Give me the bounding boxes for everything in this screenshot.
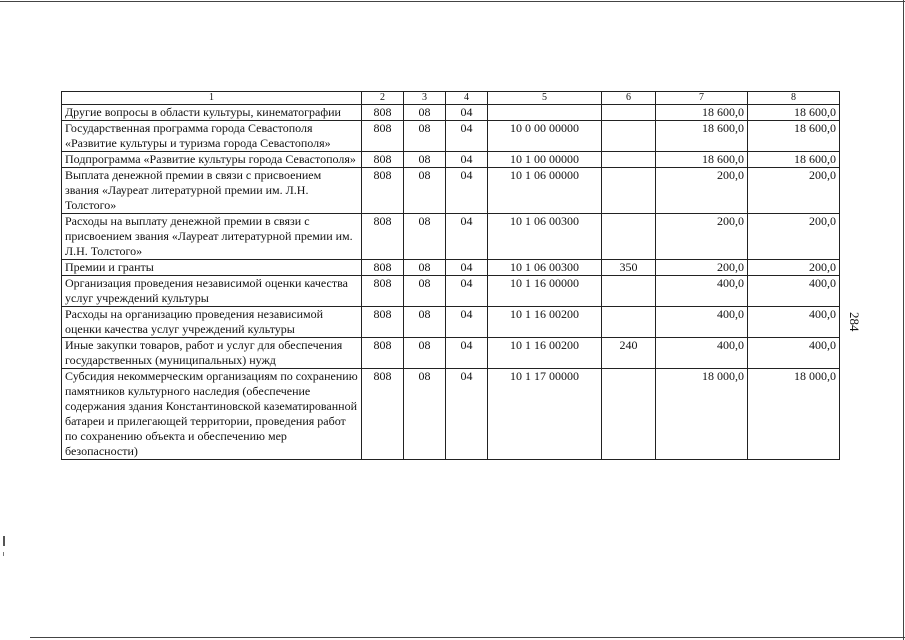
target-article-cell: 10 1 06 00000 xyxy=(488,168,602,214)
subsection-code-cell: 04 xyxy=(446,260,488,276)
amount-year1-cell: 18 000,0 xyxy=(656,369,748,460)
amount-year2-cell: 400,0 xyxy=(748,276,840,307)
chapter-code-cell: 808 xyxy=(362,276,404,307)
subsection-code-cell: 04 xyxy=(446,369,488,460)
header-cell: 2 xyxy=(362,92,404,105)
target-article-cell: 10 1 16 00200 xyxy=(488,307,602,338)
amount-year2-cell: 400,0 xyxy=(748,307,840,338)
header-cell: 3 xyxy=(404,92,446,105)
subsection-code-cell: 04 xyxy=(446,105,488,121)
expense-type-cell xyxy=(602,121,656,152)
page-border-bottom xyxy=(30,637,905,638)
chapter-code-cell: 808 xyxy=(362,260,404,276)
amount-year1-cell: 18 600,0 xyxy=(656,121,748,152)
chapter-code-cell: 808 xyxy=(362,105,404,121)
section-code-cell: 08 xyxy=(404,260,446,276)
expense-type-cell xyxy=(602,152,656,168)
page-border-right xyxy=(903,0,904,640)
expense-type-cell xyxy=(602,168,656,214)
section-code-cell: 08 xyxy=(404,152,446,168)
section-code-cell: 08 xyxy=(404,276,446,307)
header-cell: 4 xyxy=(446,92,488,105)
section-code-cell: 08 xyxy=(404,369,446,460)
expense-type-cell: 350 xyxy=(602,260,656,276)
chapter-code-cell: 808 xyxy=(362,214,404,260)
target-article-cell xyxy=(488,105,602,121)
amount-year2-cell: 200,0 xyxy=(748,214,840,260)
table-row xyxy=(62,307,840,338)
table-row xyxy=(62,168,840,214)
table-header-row xyxy=(62,92,840,105)
expense-type-cell xyxy=(602,214,656,260)
amount-year1-cell: 400,0 xyxy=(656,338,748,369)
section-code-cell: 08 xyxy=(404,105,446,121)
amount-year1-cell: 200,0 xyxy=(656,260,748,276)
amount-year2-cell: 18 600,0 xyxy=(748,152,840,168)
header-cell: 1 xyxy=(62,92,362,105)
header-cell: 8 xyxy=(748,92,840,105)
page-number: 284 xyxy=(847,312,862,332)
scan-margin-mark xyxy=(3,536,5,546)
expense-type-cell: 240 xyxy=(602,338,656,369)
section-code-cell: 08 xyxy=(404,214,446,260)
target-article-cell: 10 1 00 00000 xyxy=(488,152,602,168)
header-cell: 6 xyxy=(602,92,656,105)
table-row xyxy=(62,152,840,168)
row-name-cell: Расходы на организацию проведения независимой оценки качества услуг учреждений культуры xyxy=(62,307,362,338)
target-article-cell: 10 1 17 00000 xyxy=(488,369,602,460)
target-article-cell: 10 1 06 00300 xyxy=(488,260,602,276)
expense-type-cell xyxy=(602,276,656,307)
amount-year1-cell: 18 600,0 xyxy=(656,152,748,168)
amount-year1-cell: 18 600,0 xyxy=(656,105,748,121)
target-article-cell: 10 0 00 00000 xyxy=(488,121,602,152)
table-row xyxy=(62,121,840,152)
section-code-cell: 08 xyxy=(404,338,446,369)
row-name-cell: Организация проведения независимой оценки качества услуг учреждений культуры xyxy=(62,276,362,307)
target-article-cell: 10 1 16 00200 xyxy=(488,338,602,369)
amount-year1-cell: 200,0 xyxy=(656,168,748,214)
expense-type-cell xyxy=(602,369,656,460)
amount-year2-cell: 200,0 xyxy=(748,168,840,214)
target-article-cell: 10 1 16 00000 xyxy=(488,276,602,307)
page-border-top xyxy=(0,1,905,2)
scan-margin-dot xyxy=(3,552,4,556)
section-code-cell: 08 xyxy=(404,121,446,152)
row-name-cell: Подпрограмма «Развитие культуры города Севастополя» xyxy=(62,152,362,168)
table-body xyxy=(62,92,840,460)
target-article-cell: 10 1 06 00300 xyxy=(488,214,602,260)
subsection-code-cell: 04 xyxy=(446,121,488,152)
chapter-code-cell: 808 xyxy=(362,152,404,168)
chapter-code-cell: 808 xyxy=(362,307,404,338)
section-code-cell: 08 xyxy=(404,307,446,338)
amount-year2-cell: 200,0 xyxy=(748,260,840,276)
subsection-code-cell: 04 xyxy=(446,214,488,260)
table-row xyxy=(62,105,840,121)
amount-year1-cell: 200,0 xyxy=(656,214,748,260)
chapter-code-cell: 808 xyxy=(362,121,404,152)
header-cell: 5 xyxy=(488,92,602,105)
subsection-code-cell: 04 xyxy=(446,152,488,168)
amount-year2-cell: 18 600,0 xyxy=(748,105,840,121)
amount-year1-cell: 400,0 xyxy=(656,276,748,307)
amount-year1-cell: 400,0 xyxy=(656,307,748,338)
table-row xyxy=(62,338,840,369)
chapter-code-cell: 808 xyxy=(362,338,404,369)
chapter-code-cell: 808 xyxy=(362,369,404,460)
header-cell: 7 xyxy=(656,92,748,105)
amount-year2-cell: 400,0 xyxy=(748,338,840,369)
row-name-cell: Субсидия некоммерческим организациям по сохранению памятников культурного наследия (обеспечение содержания здания Константиновской казематированной батареи и прилегающей территории, проведения работ по сохранению объекта и обеспечению мер безопасности) xyxy=(62,369,362,460)
chapter-code-cell: 808 xyxy=(362,168,404,214)
expense-type-cell xyxy=(602,105,656,121)
amount-year2-cell: 18 000,0 xyxy=(748,369,840,460)
subsection-code-cell: 04 xyxy=(446,338,488,369)
budget-table xyxy=(61,91,840,460)
row-name-cell: Премии и гранты xyxy=(62,260,362,276)
table-row xyxy=(62,214,840,260)
subsection-code-cell: 04 xyxy=(446,307,488,338)
section-code-cell: 08 xyxy=(404,168,446,214)
row-name-cell: Расходы на выплату денежной премии в связи с присвоением звания «Лауреат литературной премии им. Л.Н. Толстого» xyxy=(62,214,362,260)
row-name-cell: Государственная программа города Севастополя «Развитие культуры и туризма города Севастополя» xyxy=(62,121,362,152)
subsection-code-cell: 04 xyxy=(446,276,488,307)
subsection-code-cell: 04 xyxy=(446,168,488,214)
row-name-cell: Другие вопросы в области культуры, кинематографии xyxy=(62,105,362,121)
row-name-cell: Выплата денежной премии в связи с присвоением звания «Лауреат литературной премии им. Л.Н. Толстого» xyxy=(62,168,362,214)
amount-year2-cell: 18 600,0 xyxy=(748,121,840,152)
table-row xyxy=(62,369,840,460)
table-row xyxy=(62,276,840,307)
row-name-cell: Иные закупки товаров, работ и услуг для обеспечения государственных (муниципальных) нужд xyxy=(62,338,362,369)
table-row xyxy=(62,260,840,276)
expense-type-cell xyxy=(602,307,656,338)
